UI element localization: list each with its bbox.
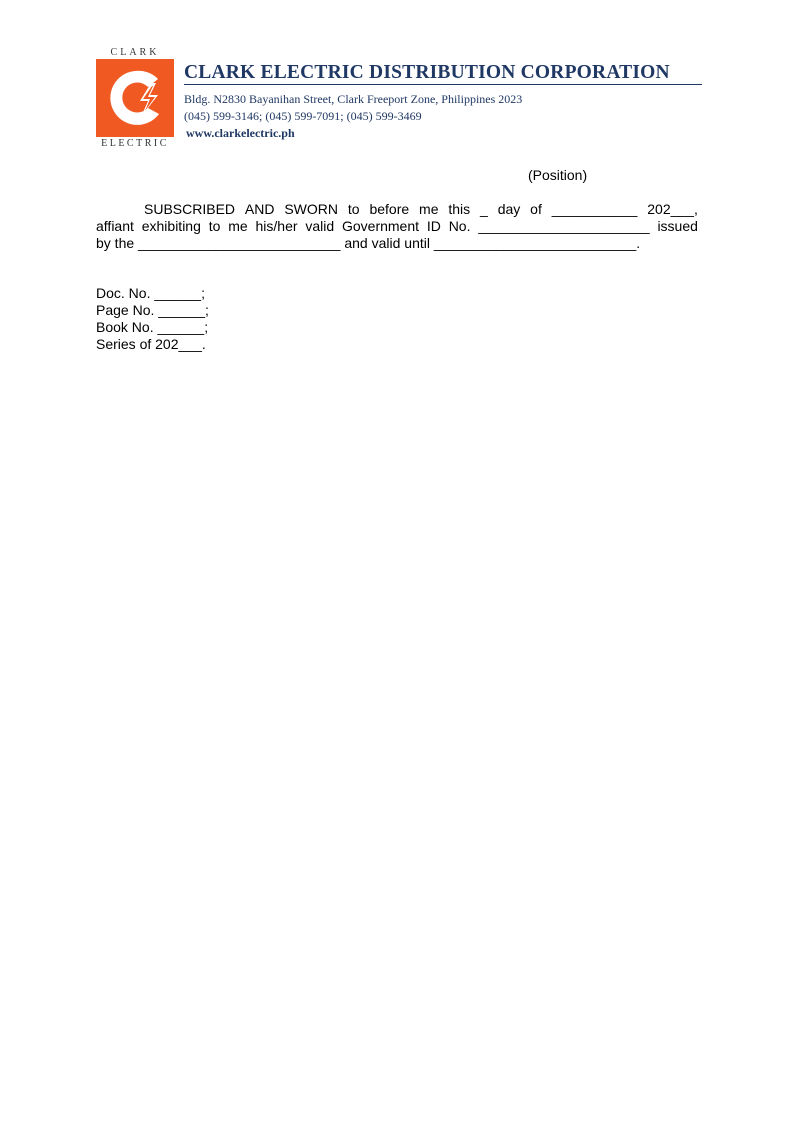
logo-bottom-text: ELECTRIC: [101, 138, 169, 149]
word: SUBSCRIBED: [144, 201, 236, 217]
position-label: (Position): [528, 167, 588, 183]
jurat-line-3: by the __________________________ and valid until __________________________.: [96, 235, 641, 251]
word: before: [369, 201, 410, 217]
word: day: [497, 201, 521, 217]
header-divider: [184, 84, 702, 85]
jurat-line-1: [96, 201, 698, 218]
word: of: [530, 201, 542, 217]
company-phones: (045) 599-3146; (045) 599-7091; (045) 599-3469: [184, 109, 422, 123]
jurat-line-2: [96, 218, 698, 235]
year-blank: 202___,: [647, 201, 698, 217]
word: SWORN: [284, 201, 339, 217]
word: his/her: [255, 218, 298, 234]
word: affiant: [96, 218, 134, 234]
word: issued: [657, 218, 698, 234]
word: me: [419, 201, 439, 217]
word: valid: [305, 218, 335, 234]
word: AND: [244, 201, 275, 217]
month-blank: ___________: [551, 201, 638, 217]
word: to: [347, 201, 360, 217]
word: exhibiting: [141, 218, 201, 234]
series-year: Series of 202___.: [96, 336, 206, 352]
book-number: Book No. ______;: [96, 319, 209, 335]
logo-top-text: CLARK: [110, 47, 160, 58]
doc-number: Doc. No. ______;: [96, 285, 205, 301]
word: to: [208, 218, 221, 234]
page-number: Page No. ______;: [96, 302, 209, 318]
company-website: www.clarkelectric.ph: [186, 126, 295, 140]
word: this: [448, 201, 471, 217]
id-number-blank: ______________________: [478, 218, 650, 234]
word: Government: [341, 218, 420, 234]
word: me: [228, 218, 248, 234]
day-blank: _: [480, 201, 488, 217]
lightning-c-logo-icon: [96, 59, 174, 137]
word: ID: [426, 218, 441, 234]
company-logo: [96, 47, 174, 151]
company-address: Bldg. N2830 Bayanihan Street, Clark Freeport Zone, Philippines 2023: [184, 92, 523, 106]
word: No.: [448, 218, 471, 234]
company-name: CLARK ELECTRIC DISTRIBUTION CORPORATION: [184, 62, 670, 83]
